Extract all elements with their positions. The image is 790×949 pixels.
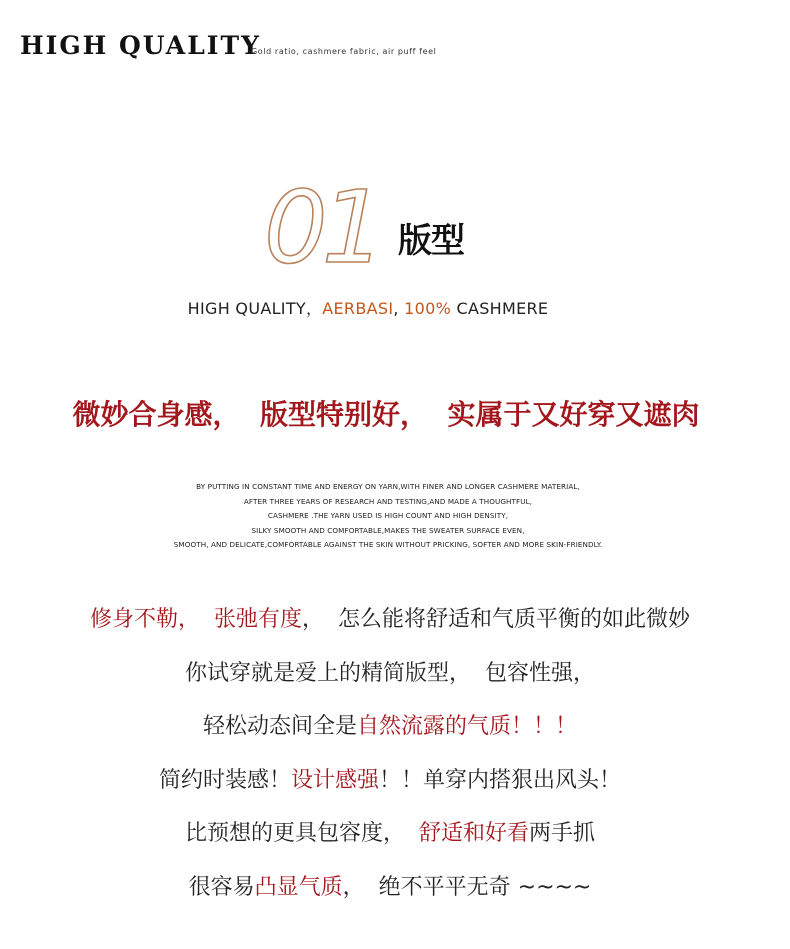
body-highlight: 修身不勒， <box>89 607 200 632</box>
body-line-5 <box>0 812 780 866</box>
body-line-6 <box>0 866 780 920</box>
english-line: BY PUTTING IN CONSTANT TIME AND ENERGY ON YARN,WITH FINER AND LONGER CASHMERE MATERIAL, <box>196 482 580 491</box>
body-text: ， 绝不平平无奇 ~~~~ <box>342 874 592 900</box>
english-line: SMOOTH, AND DELICATE,COMFORTABLE AGAINST THE SKIN WITHOUT PRICKING, SOFTER AND MORE SKIN-FRIENDLY. <box>173 540 603 549</box>
section-title: 版型 <box>398 221 464 261</box>
tagline <box>0 298 736 320</box>
body-text: 很容易 <box>188 874 255 900</box>
body-highlight: 舒适和好看 <box>418 821 529 846</box>
body-copy <box>0 598 780 919</box>
english-line: SILKY SMOOTH AND COMFORTABLE,MAKES THE SWEATER SURFACE EVEN, <box>251 525 525 535</box>
body-text: 轻松动态间全是 <box>202 714 357 739</box>
english-line: CASHMERE .THE YARN USED IS HIGH COUNT AND HIGH DENSITY, <box>267 511 509 520</box>
tagline-quality: HIGH QUALITY， <box>187 299 323 318</box>
body-text: 两手抓 <box>529 821 596 846</box>
headline: 微妙合身感， 版型特别好， 实属于又好穿又遮肉 <box>72 398 700 431</box>
body-text: ！！单穿内搭狠出风头！ <box>379 767 622 793</box>
body-line-2 <box>0 652 780 706</box>
body-line-4 <box>0 759 780 813</box>
body-text: ， 怎么能将舒适和气质平衡的如此微妙 <box>302 607 691 632</box>
body-highlight: 自然流露的气质！！！ <box>357 714 578 739</box>
body-text: 简约时装感！ <box>158 767 291 793</box>
body-highlight: 凸显气质 <box>254 874 343 900</box>
english-line: AFTER THREE YEARS OF RESEARCH AND TESTING,AND MADE A THOUGHTFUL, <box>243 496 533 506</box>
section-number <box>262 170 387 270</box>
section-number-text: 01 <box>264 170 380 270</box>
body-highlight: 设计感强 <box>290 767 379 793</box>
tagline-separator: , <box>393 299 405 318</box>
body-text: 比预想的更具包容度， <box>184 821 419 846</box>
section-number-graphic <box>262 170 387 270</box>
header-title: HIGH QUALITY <box>20 31 261 60</box>
body-highlight: 张弛有度 <box>214 607 303 632</box>
tagline-percent: 100% <box>404 299 452 318</box>
body-line-1 <box>0 598 780 652</box>
english-description <box>0 480 776 553</box>
body-line-3 <box>0 705 780 759</box>
tagline-brand: AERBASI <box>322 299 394 318</box>
header-subtitle: Gold ratio, cashmere fabric, air puff feel <box>251 47 437 56</box>
body-text <box>200 607 214 632</box>
tagline-cashmere: CASHMERE <box>451 299 549 318</box>
body-text: 你试穿就是爱上的精简版型， 包容性强， <box>185 660 595 686</box>
